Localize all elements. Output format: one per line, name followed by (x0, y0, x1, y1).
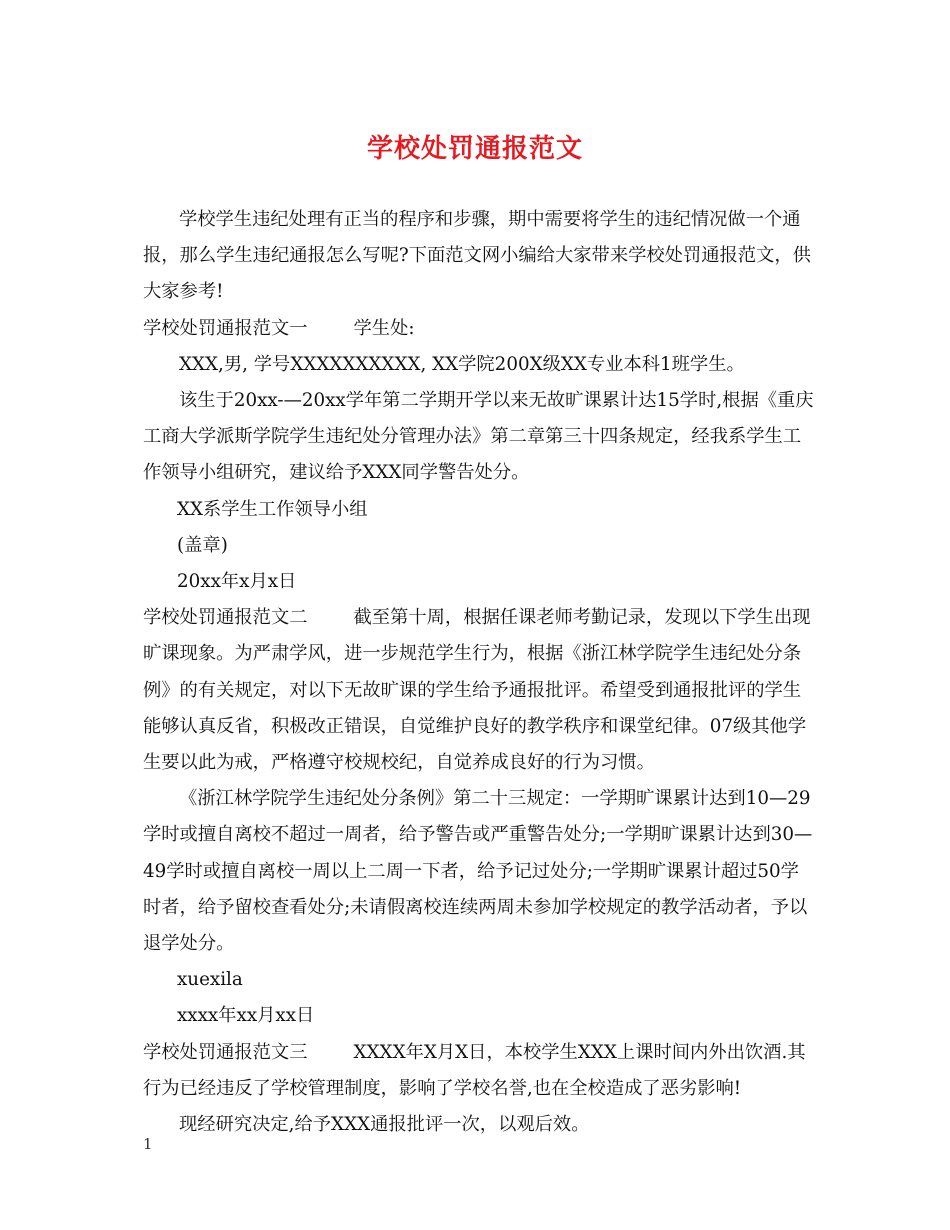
section-2-signature: xuexila (177, 969, 243, 991)
section-1-addressee: 学生处: (353, 317, 415, 339)
section-2-paragraph (143, 600, 815, 781)
section-1-student-info: XXX,男, 学号XXXXXXXXXX, XX学院200X级XX专业本科1班学生。 (179, 353, 745, 375)
intro-paragraph: 学校学生违纪处理有正当的程序和步骤，期中需要将学生的违纪情况做一个通报，那么学生违纪通报怎么写呢?下面范文网小编给大家带来学校处罚通报范文，供大家参考! (143, 209, 811, 303)
section-1-seal: (盖章) (177, 534, 228, 556)
section-3-body: XXXX年X月X日，本校学生XXX上课时间内外出饮酒.其行为已经违反了学校管理制度，影响了学校名誉,也在全校造成了恶劣影响! (143, 1041, 806, 1099)
section-1-paragraph: 该生于20xx-—20xx学年第二学期开学以来无故旷课累计达15学时,根据《重庆工商大学派斯学院学生违纪处分管理办法》第二章第三十四条规定，经我系学生工作领导小组研究，建议给予XXX同学警告处分。 (143, 390, 814, 484)
section-1-heading: 学校处罚通报范文一 (143, 317, 308, 339)
section-1-heading-line (143, 311, 815, 347)
section-3-paragraph (143, 1035, 815, 1107)
document-title: 学校处罚通报范文 (366, 134, 583, 164)
section-2-body: 截至第十周，根据任课老师考勤记录，发现以下学生出现旷课现象。为严肃学风，进一步规范学生行为，根据《浙江林学院学生违纪处分条例》的有关规定，对以下无故旷课的学生给予通报批评。希望受到通报批评的学生能够认真反省，积极改正错误，自觉维护良好的教学秩序和课堂纪律。07级其他学生要以此为戒，严格遵守校规校纪，自觉养成良好的行为习惯。 (143, 607, 811, 774)
section-2-regulation: 《浙江林学院学生违纪处分条例》第二十三规定：一学期旷课累计达到10—29学时或擅自离校不超过一周者，给予警告或严重警告处分;一学期旷课累计达到30—49学时或擅自离校一周以上二周一下者，给予记过处分;一学期旷课累计超过50学时者，给予留校查看处分;未请假离校连续两周未参加学校规定的教学活动者，予以退学处分。 (143, 788, 813, 955)
section-3-heading: 学校处罚通报范文三 (143, 1041, 308, 1063)
section-1-date: 20xx年x月x日 (177, 571, 297, 593)
document-body (143, 202, 815, 1143)
section-1-signature: XX系学生工作领导小组 (177, 498, 368, 520)
section-2-heading: 学校处罚通报范文二 (143, 607, 308, 629)
section-2-date: xxxx年xx月xx日 (177, 1005, 315, 1027)
section-3-decision: 现经研究决定,给予XXX通报批评一次，以观后效。 (179, 1114, 590, 1136)
page-number: 1 (143, 1135, 153, 1153)
